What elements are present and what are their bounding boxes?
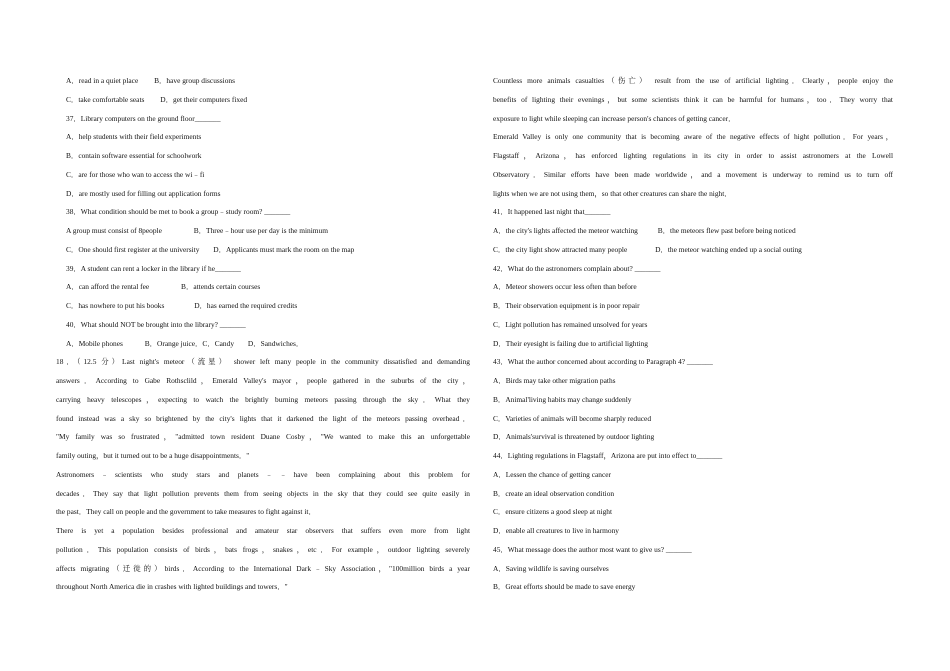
options-row	[493, 222, 893, 241]
option-d: D．Sandwiches．	[247, 338, 304, 348]
passage-line: benefits of lighting their evenings，but some scientists think it can be harmful for humans，too．They worry that	[493, 94, 893, 104]
passage-line: Astronomers﹣scientists who study stars and planets﹣﹣have been complaining about this problem for	[56, 469, 470, 479]
option-b: B．Great efforts should be made to save energy	[493, 582, 636, 592]
option-b: B．contain software essential for schoolwork	[66, 151, 202, 160]
passage-line: found instead was a sky so brightened by the city's lights that it darkened the light of the meteors passing overhead．	[56, 413, 470, 423]
passage-line: Flagstaff，Arizona，has enforced lighting regulations in its city in order to assist astronomers at the Lowell	[493, 151, 893, 160]
option-c: C．has nowhere to put his books	[66, 301, 165, 310]
option-b: B．the meteors flew past before being noticed	[657, 226, 796, 235]
reading-passage	[56, 353, 470, 597]
option-d: D．Animals'survival is threatened by outdoor lighting	[493, 432, 655, 442]
passage-line: family outing，but it turned out to be a huge disappointments．"	[56, 451, 250, 460]
left-column	[56, 72, 470, 597]
question-41: 41．It happened last night that_______	[493, 207, 611, 217]
option-a: A．help students with their field experiments	[66, 132, 202, 142]
option-c: C．the city light show attracted many people	[493, 244, 628, 254]
question-38: 38．What condition should be met to book a group﹣study room? _______	[66, 207, 291, 217]
question-40: 40．What should NOT be brought into the library? _______	[66, 319, 246, 329]
passage-line: "My family was so frustrated，"admitted town resident Duane Cosby，"We wanted to make this an unforgettable	[56, 432, 470, 442]
passage-line: Observatory．Similar efforts have been made worldwide，and a movement is underway to remind us to turn off	[493, 169, 893, 179]
passage-line: pollution．This population consists of birds，bats frogs，snakes，etc．For example，outdoor lighting severely	[56, 544, 470, 554]
option-d: D．Their eyesight is failing due to artificial lighting	[493, 338, 648, 348]
option-c: C．take comfortable seats	[66, 94, 145, 104]
option-d: D．Applicants must mark the room on the map	[213, 244, 355, 254]
passage-line: carrying heavy telescopes，expecting to watch the brightly burning meteors passing through the sky．What they	[56, 394, 470, 404]
option-a: A．read in a quiet place	[66, 76, 139, 85]
question-42: 42．What do the astronomers complain about? _______	[493, 263, 661, 273]
question-37: 37．Library computers on the ground floor_______	[66, 113, 221, 123]
option-d: D．are mostly used for filling out application forms	[66, 188, 221, 198]
question-39: 39．A student can rent a locker in the library if he_______	[66, 263, 241, 273]
passage-line: decades．They say that light pollution prevents them from seeing objects in the sky that they could see quite easily in	[56, 488, 470, 498]
question-44: 44．Lighting regulations in Flagstaff，Arizona are put into effect to_______	[493, 451, 723, 460]
passage-line: Countless more animals casualties（伤亡） result from the use of artificial lighting．Clearly，people enjoy the	[493, 76, 893, 85]
options-row	[66, 278, 470, 297]
option-c: C．ensure citizens a good sleep at night	[493, 507, 613, 517]
passage-line: There is yet a population besides professional and amateur star observers that suffers even more from light	[56, 526, 470, 535]
options-row	[493, 241, 893, 260]
option-a: A．Mobile phones	[66, 338, 123, 348]
passage-line: lights when we are not using them，so that other creatures can share the night．	[493, 188, 732, 198]
passage-line: affects migrating（迁徙的）birds．According to the International Dark﹣Sky Association，"100million birds a year	[56, 563, 470, 573]
options-row	[66, 297, 470, 316]
option-d: D．enable all creatures to live in harmony	[493, 526, 620, 535]
options-row	[66, 222, 470, 241]
option-d: D．has earned the required credits	[194, 301, 298, 310]
option-d: D．get their computers fixed	[160, 94, 248, 104]
option-a: A group must consist of 8people	[66, 226, 162, 235]
passage-line: throughout North America die in crashes with lighted buildings and towers．"	[56, 582, 288, 592]
options-row	[66, 72, 470, 91]
option-b: B．Orange juice．C．Candy	[144, 338, 235, 348]
passage-line: the past．They call on people and the government to take measures to fight against it．	[56, 507, 316, 517]
option-a: A．Birds may take other migration paths	[493, 376, 616, 385]
option-a: A．Meteor showers occur less often than before	[493, 282, 637, 292]
question-43: 43．What the author concerned about according to Paragraph 4? _______	[493, 357, 713, 367]
option-b: B．create an ideal observation condition	[493, 488, 615, 498]
option-c: C．Light pollution has remained unsolved for years	[493, 319, 648, 329]
option-a: A．Saving wildlife is saving ourselves	[493, 563, 609, 573]
passage-line: Emerald Valley is only one community that is becoming aware of the negative effects of hight pollution．For years，	[493, 132, 893, 142]
option-a: A．Lessen the chance of getting cancer	[493, 469, 611, 479]
option-a: A．can afford the rental fee	[66, 282, 150, 292]
option-b: B．Animal'living habits may change suddenly	[493, 394, 632, 404]
question-45: 45．What message does the author most want to give us? _______	[493, 544, 692, 554]
option-c: C．are for those who wan to access the wi﹣fi	[66, 169, 205, 179]
passage-line: answers．According to Gabe Rothsclild，Emerald Valley's mayor，people gathered in the suburbs of the city，	[56, 376, 470, 385]
option-b: B．attends certain courses	[181, 282, 261, 292]
options-row	[66, 241, 470, 260]
passage-line: 18．（12.5 分）Last night's meteor（流星） shower left many people in the community dissatisfied and demanding	[56, 357, 470, 367]
options-row	[66, 335, 470, 354]
option-b: B．Three﹣hour use per day is the minimum	[193, 226, 328, 235]
option-b: B．Their observation equipment is in poor repair	[493, 301, 640, 310]
option-c: C．One should first register at the university	[66, 244, 200, 254]
passage-line: exposure to light while sleeping can increase person's chances of getting cancer．	[493, 113, 736, 123]
option-b: B．have group discussions	[154, 76, 235, 85]
option-d: D．the meteor watching ended up a social outing	[655, 244, 802, 254]
reading-passage	[493, 72, 893, 203]
option-a: A．the city's lights affected the meteor watching	[493, 226, 638, 235]
options-row	[66, 91, 470, 110]
right-column	[493, 72, 893, 597]
option-c: C．Varieties of animals will become sharply reduced	[493, 413, 652, 423]
